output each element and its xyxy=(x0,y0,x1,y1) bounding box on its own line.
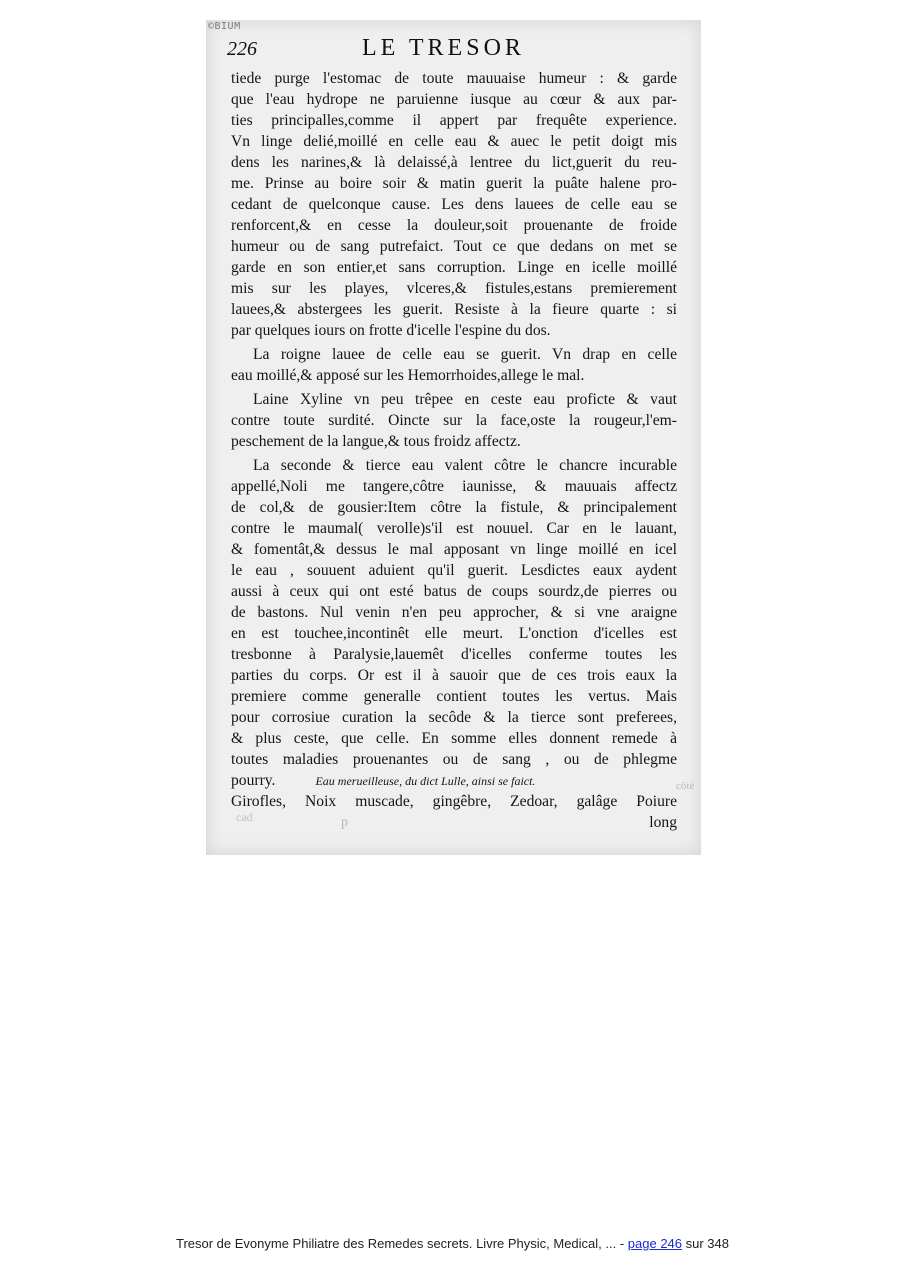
text-line: aussi à ceux qui ont esté batus de coups sourdz,de pierres ou xyxy=(231,583,677,600)
body-text xyxy=(231,68,677,833)
bleed-through-text: cad xyxy=(236,810,253,824)
scanned-page xyxy=(206,20,701,855)
text-fragment: pourry. xyxy=(231,772,276,789)
text-line: & plus ceste, que celle. En somme elles donnent remede à xyxy=(231,730,677,747)
text-line: Vn linge delié,moillé en celle eau & auec le petit doigt mis xyxy=(231,133,677,150)
text-line: La roigne lauee de celle eau se guerit. Vn drap en celle xyxy=(253,346,677,363)
text-line: eau moillé,& apposé sur les Hemorrhoides,allege le mal. xyxy=(231,367,585,384)
text-line: lauees,& abstergees les guerit. Resiste à la fieure quarte : si xyxy=(231,301,677,318)
text-line: dens les narines,& là delaissé,à lentree du lict,guerit du reu- xyxy=(231,154,677,171)
text-line: toutes maladies prouenantes ou de sang , ou de phlegme xyxy=(231,751,677,768)
text-line: tiede purge l'estomac de toute mauuaise humeur : & garde xyxy=(231,70,677,87)
text-line: renforcent,& en cesse la douleur,soit prouenante de froide xyxy=(231,217,677,234)
text-line: Laine Xyline vn peu trêpee en ceste eau proficte & vaut xyxy=(253,391,677,408)
text-line-with-sidenote xyxy=(231,770,677,791)
footer-caption xyxy=(0,1236,905,1251)
running-head: LE TRESOR xyxy=(362,35,525,61)
watermark: ©BIUM xyxy=(208,21,241,32)
footer-prefix: Tresor de Evonyme Philiatre des Remedes secrets. Livre Physic, Medical, ... - xyxy=(175,1236,628,1251)
text-line: tresbonne à Paralysie,lauemêt d'icelles conferme toutes les xyxy=(231,646,677,663)
signature-mark: p xyxy=(341,815,348,830)
text-line: La seconde & tierce eau valent côtre le chancre incurable xyxy=(253,457,677,474)
text-line: appellé,Noli me tangere,côtre iaunisse, & mauuais affectz xyxy=(231,478,677,495)
text-line: parties du corps. Or est il à sauoir que de ces trois eaux la xyxy=(231,667,677,684)
text-line: le eau , souuent aduient qu'il guerit. Lesdictes eaux aydent xyxy=(231,562,677,579)
text-line: premiere comme generalle contient toutes les vertus. Mais xyxy=(231,688,677,705)
text-line: humeur ou de sang putrefaict. Tout ce que dedans on met se xyxy=(231,238,677,255)
bleed-through-text: côté xyxy=(676,780,695,792)
text-line: & fomentât,& dessus le mal apposant vn linge moillé en icel xyxy=(231,541,677,558)
text-line: de bastons. Nul venin n'en peu approcher, & si vne araigne xyxy=(231,604,677,621)
text-line: peschement de la langue,& tous froidz affectz. xyxy=(231,433,521,450)
catchword: long xyxy=(649,814,677,831)
text-line: que l'eau hydrope ne paruienne iusque au cœur & aux par- xyxy=(231,91,677,108)
text-line: pour corrosiue curation la secôde & la tierce sont preferees, xyxy=(231,709,677,726)
page-number: 226 xyxy=(227,38,257,60)
text-line: contre le maumal( verolle)s'il est nouuel. Car en le lauant, xyxy=(231,520,677,537)
text-line: ties principalles,comme il appert par frequête experience. xyxy=(231,112,677,129)
text-line: garde en son entier,et sans corruption. Linge en icelle moillé xyxy=(231,259,677,276)
text-line: contre toute surdité. Oincte sur la face,oste la rougeur,l'em- xyxy=(231,412,677,429)
text-line: cedant de quelconque cause. Les dens lauees de celle eau se xyxy=(231,196,677,213)
sidenote: Eau merueilleuse, du dict Lulle, ainsi se faict. xyxy=(315,774,536,788)
text-line: mis sur les playes, vlceres,& fistules,estans premierement xyxy=(231,280,677,297)
text-line: me. Prinse au boire soir & matin guerit la puâte halene pro- xyxy=(231,175,677,192)
text-line: de col,& de gousier:Item côtre la fistule, & principalement xyxy=(231,499,677,516)
text-line: Girofles, Noix muscade, gingêbre, Zedoar, galâge Poiure xyxy=(231,793,677,810)
page-link[interactable]: page 246 xyxy=(627,1236,683,1251)
footer-suffix: sur 348 xyxy=(682,1236,729,1251)
text-line: en est touchee,incontinêt elle meurt. L'onction d'icelles est xyxy=(231,625,677,642)
text-line: par quelques iours on frotte d'icelle l'espine du dos. xyxy=(231,322,551,339)
